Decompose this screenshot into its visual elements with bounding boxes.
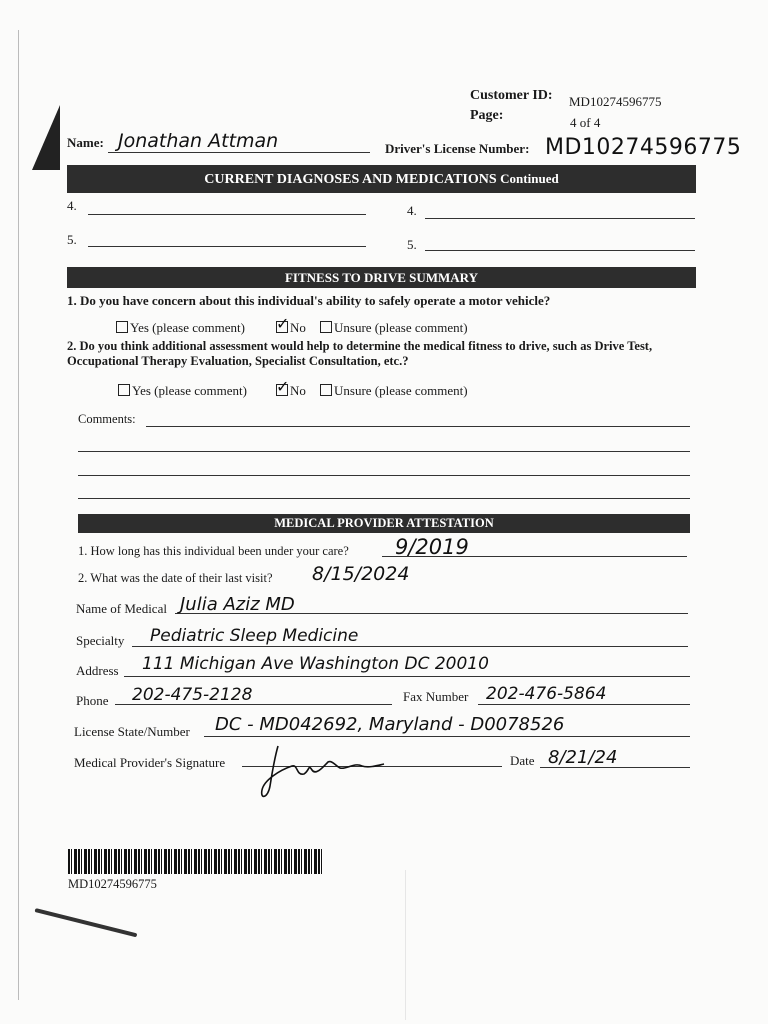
signature-date-value: 8/21/24 (548, 747, 618, 768)
checkbox[interactable] (320, 321, 332, 333)
scan-smudge (35, 908, 138, 937)
signature-label: Medical Provider's Signature (74, 755, 226, 770)
checkbox[interactable] (118, 384, 130, 396)
page-label: Page: (470, 108, 504, 123)
left-margin-line (18, 30, 19, 1000)
drivers-license-number: MD10274596775 (545, 135, 742, 160)
date-label: Date (510, 753, 535, 768)
attestation-title: MEDICAL PROVIDER ATTESTATION (274, 516, 494, 530)
care-duration-label: 1. How long has this individual been under your care? (78, 544, 349, 558)
q1-option-no[interactable] (276, 320, 306, 336)
barcode (68, 849, 323, 874)
specialty-label: Specialty (76, 633, 125, 648)
fitness-section-header (67, 267, 696, 288)
diagnoses-title: CURRENT DIAGNOSES AND MEDICATIONS (204, 172, 497, 187)
q2-option-unsure[interactable] (320, 383, 468, 399)
comments-line[interactable] (146, 426, 690, 427)
fax-line (478, 704, 690, 705)
left-item-number: 5. (67, 232, 77, 247)
checkbox-checked[interactable] (276, 321, 288, 333)
phone-label: Phone (76, 693, 109, 708)
comments-label: Comments: (78, 412, 136, 426)
patient-name: Jonathan Attman (118, 130, 279, 152)
diagnoses-section-header (67, 165, 696, 193)
comments-line[interactable] (78, 451, 690, 452)
checkbox[interactable] (320, 384, 332, 396)
left-item-line (88, 214, 366, 215)
right-item-number: 5. (407, 237, 417, 252)
name-label: Name: (67, 135, 104, 150)
customer-id-value: MD10274596775 (569, 94, 662, 109)
option-label: Yes (please comment) (130, 320, 245, 335)
address-label: Address (76, 663, 119, 678)
signature-text (340, 728, 343, 729)
option-label: Unsure (please comment) (334, 320, 468, 335)
checkbox-checked[interactable] (276, 384, 288, 396)
right-item-line (425, 250, 695, 251)
left-item-line (88, 246, 366, 247)
license-number-label: License State/Number (74, 724, 190, 739)
customer-id-label: Customer ID: (470, 88, 553, 103)
address-value: 111 Michigan Ave Washington DC 20010 (142, 654, 489, 674)
fitness-title: FITNESS TO DRIVE SUMMARY (284, 270, 478, 285)
provider-name-label: Name of Medical (76, 601, 167, 616)
fitness-question-1: 1. Do you have concern about this individual's ability to safely operate a motor vehicle? (67, 293, 551, 308)
comments-line[interactable] (78, 498, 690, 499)
specialty-value: Pediatric Sleep Medicine (150, 626, 359, 646)
signature-scribble-icon (250, 740, 390, 802)
provider-signature (250, 740, 390, 802)
comments-line[interactable] (78, 475, 690, 476)
license-number-line (204, 736, 690, 737)
license-number-value: DC - MD042692, Maryland - D0078526 (215, 714, 565, 735)
drivers-license-label: Driver's License Number: (385, 141, 530, 156)
option-label: Unsure (please comment) (334, 383, 468, 398)
checkbox[interactable] (116, 321, 128, 333)
name-line (108, 152, 370, 153)
specialty-line (132, 646, 688, 647)
page-fold-line (405, 870, 406, 1020)
q1-option-unsure[interactable] (320, 320, 468, 336)
q1-option-yes[interactable] (116, 320, 245, 336)
corner-mark (32, 105, 60, 170)
attestation-section-header (78, 514, 690, 533)
diagnoses-title-suffix: Continued (500, 171, 559, 186)
page-value: 4 of 4 (570, 115, 601, 130)
q2-option-yes[interactable] (118, 383, 247, 399)
last-visit-value: 8/15/2024 (312, 563, 410, 585)
left-item-number: 4. (67, 198, 77, 213)
q2-option-no[interactable] (276, 383, 306, 399)
right-item-number: 4. (407, 203, 417, 218)
right-item-line (425, 218, 695, 219)
fax-value: 202-476-5864 (486, 684, 607, 704)
last-visit-label: 2. What was the date of their last visit? (78, 571, 273, 585)
phone-value: 202-475-2128 (132, 685, 253, 705)
fax-label: Fax Number (403, 689, 469, 704)
option-label: No (290, 383, 306, 398)
care-duration-value: 9/2019 (395, 535, 469, 559)
option-label: No (290, 320, 306, 335)
barcode-text: MD10274596775 (68, 877, 157, 891)
address-line (124, 676, 690, 677)
fitness-question-2: 2. Do you think additional assessment would help to determine the medical fitness to drive, such as Drive Test, Occupational Therapy Evaluation, Specialist Consultation, etc.? (67, 339, 653, 368)
provider-name-value: Julia Aziz MD (180, 594, 295, 615)
option-label: Yes (please comment) (132, 383, 247, 398)
